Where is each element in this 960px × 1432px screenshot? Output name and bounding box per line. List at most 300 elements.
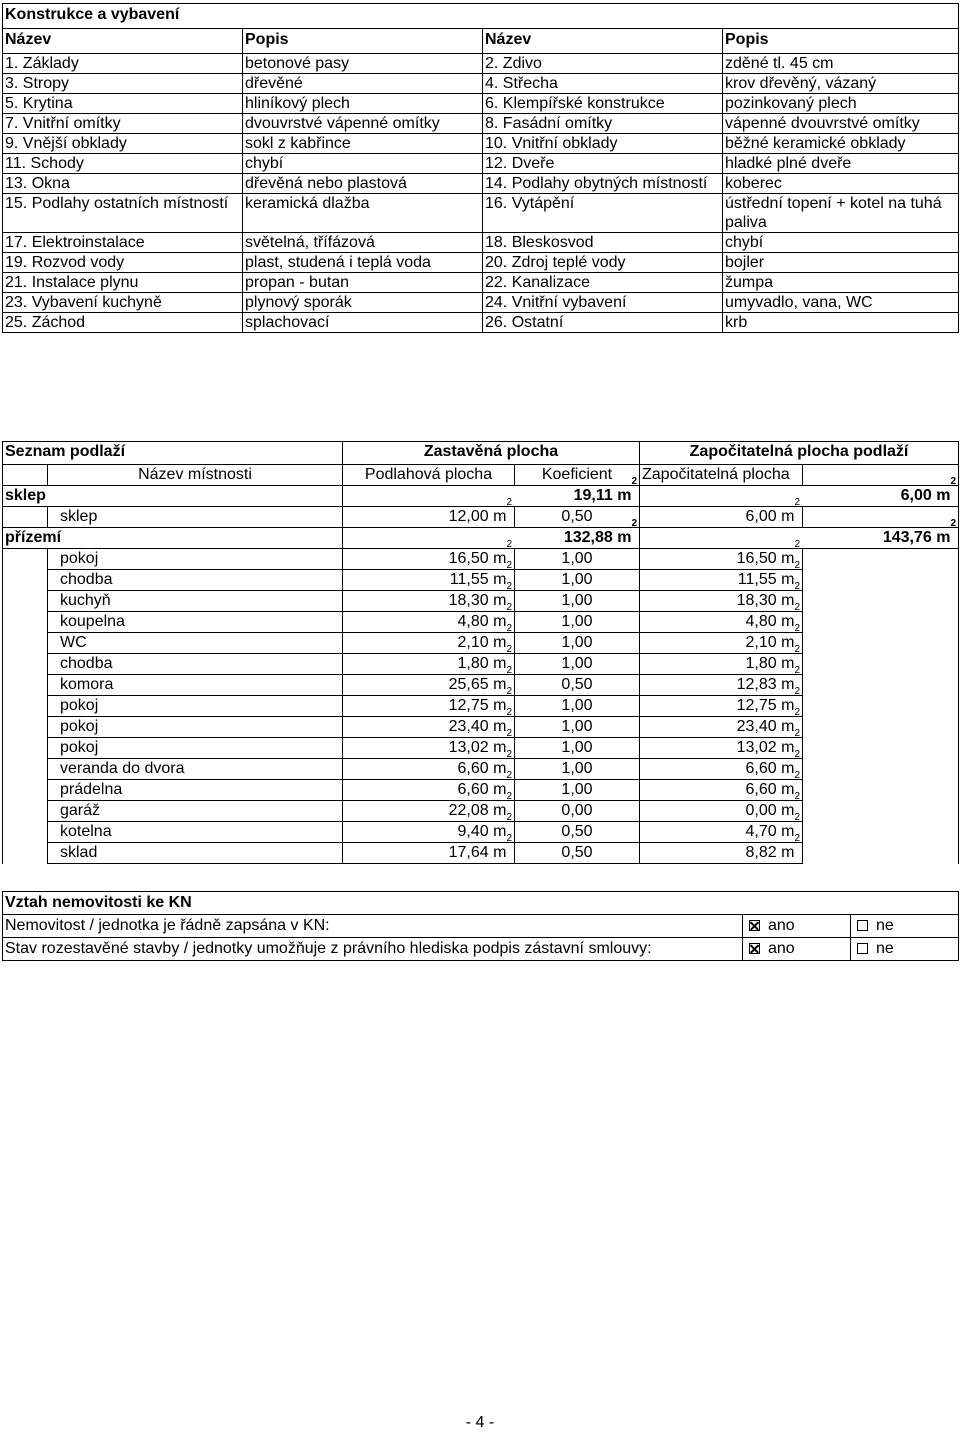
item-name: 9. Vnější obklady: [3, 134, 243, 154]
room-coefficient: 1,00: [515, 612, 640, 633]
area-unit-exponent: 2: [506, 749, 512, 760]
room-coefficient: 1,00: [515, 759, 640, 780]
floor-name: sklep: [3, 486, 343, 507]
room-floor-area: [343, 644, 515, 675]
area-unit-exponent: 2: [794, 602, 800, 613]
room-coefficient: 0,50: [515, 675, 640, 696]
indent-cell: [3, 696, 48, 717]
spacer-cell: [803, 633, 959, 654]
kn-section: [2, 891, 958, 961]
floor-built-area: [343, 476, 640, 507]
item-description: dřevěné: [243, 74, 483, 94]
area-unit: m: [781, 697, 795, 714]
area-unit-exponent: 2: [506, 707, 512, 718]
indent-cell: [3, 675, 48, 696]
area-unit: m: [781, 592, 795, 609]
room-row: [3, 633, 959, 654]
area-unit: m: [493, 676, 507, 693]
room-floor-area: [343, 623, 515, 654]
room-name: garáž: [48, 801, 343, 822]
room-counted-area: [640, 791, 803, 822]
area-unit-exponent: 2: [506, 644, 512, 655]
area-unit-exponent: 2: [794, 707, 800, 718]
room-name: sklep: [48, 507, 343, 528]
room-coefficient: 1,00: [515, 591, 640, 612]
room-name: prádelna: [48, 780, 343, 801]
room-row: [3, 843, 959, 864]
empty-checkbox-icon[interactable]: [857, 943, 868, 954]
item-description: zděné tl. 45 cm: [723, 54, 959, 74]
area-value: 13,02: [736, 739, 777, 756]
room-counted-area: [640, 560, 803, 591]
kn-table: [2, 891, 959, 961]
room-floor-area: [343, 728, 515, 759]
item-name: 26. Ostatní: [483, 313, 723, 333]
area-unit: m: [493, 550, 507, 567]
area-unit: m: [781, 802, 795, 819]
floor-name: přízemí: [3, 528, 343, 549]
construction-title: Konstrukce a vybavení: [3, 4, 959, 29]
floor-built-area: [343, 518, 640, 549]
indent-cell: [3, 717, 48, 738]
area-value: 16,50: [736, 550, 777, 567]
indent-cell: [3, 843, 48, 864]
indent-cell: [3, 633, 48, 654]
floors-header-list: Seznam podlaží: [3, 442, 343, 465]
area-unit: m: [617, 487, 632, 504]
area-unit: m: [781, 760, 795, 777]
item-name: 13. Okna: [3, 174, 243, 194]
area-unit: m: [781, 571, 795, 588]
floor-group-row: [3, 486, 959, 507]
construction-row: [3, 273, 959, 293]
room-row: [3, 654, 959, 675]
room-counted-area: [640, 833, 803, 864]
room-coefficient: 0,50: [515, 507, 640, 528]
room-counted-area: [640, 581, 803, 612]
item-name: 16. Vytápění: [483, 194, 723, 233]
kn-option-ano: [743, 938, 851, 961]
header-popis-1: Popis: [243, 29, 483, 54]
area-unit: m: [493, 823, 507, 840]
construction-row: [3, 134, 959, 154]
area-value: 2,10: [745, 634, 777, 651]
area-unit-exponent: 2: [794, 770, 800, 781]
room-row: [3, 801, 959, 822]
room-coefficient: 1,00: [515, 696, 640, 717]
area-value: 6,60: [457, 760, 489, 777]
item-name: 24. Vnitřní vybavení: [483, 293, 723, 313]
room-row: [3, 780, 959, 801]
area-unit: m: [781, 844, 795, 861]
room-counted-area: [640, 497, 803, 528]
construction-row: [3, 253, 959, 273]
area-unit-exponent: 2: [506, 539, 512, 550]
area-value: 4,70: [745, 823, 777, 840]
area-value: 18,30: [736, 592, 777, 609]
header-nazev-2: Název: [483, 29, 723, 54]
item-description: chybí: [723, 233, 959, 253]
item-name: 19. Rozvod vody: [3, 253, 243, 273]
area-value: 25,65: [448, 676, 489, 693]
construction-row: [3, 174, 959, 194]
area-unit-exponent: 2: [794, 539, 800, 550]
area-unit: m: [493, 613, 507, 630]
indent-cell: [3, 654, 48, 675]
spacer-cell: [803, 507, 959, 528]
area-unit-exponent: 2: [506, 581, 512, 592]
room-floor-area: [343, 812, 515, 843]
item-name: 11. Schody: [3, 154, 243, 174]
spacer-cell: [803, 843, 959, 864]
area-value: 4,80: [457, 613, 489, 630]
room-counted-area: [640, 686, 803, 717]
construction-row: [3, 94, 959, 114]
subheader-floor-area: Podlahová plocha: [343, 465, 515, 486]
area-value: 6,60: [457, 781, 489, 798]
area-unit: m: [493, 760, 507, 777]
construction-row: [3, 313, 959, 333]
spacer-cell: [803, 465, 959, 486]
item-description: hladké plné dveře: [723, 154, 959, 174]
area-unit: m: [493, 508, 507, 525]
area-unit: m: [781, 823, 795, 840]
area-value: 11,55: [449, 571, 489, 588]
construction-row: [3, 114, 959, 134]
item-description: chybí: [243, 154, 483, 174]
item-name: 25. Záchod: [3, 313, 243, 333]
item-name: 3. Stropy: [3, 74, 243, 94]
item-name: 6. Klempířské konstrukce: [483, 94, 723, 114]
room-name: chodba: [48, 570, 343, 591]
construction-table: [2, 3, 959, 333]
kn-label: Stav rozestavěné stavby / jednotky umožňuje z právního hlediska podpis zástavní smlouvy:: [3, 938, 743, 961]
spacer-cell: [803, 591, 959, 612]
item-description: dřevěná nebo plastová: [243, 174, 483, 194]
area-unit-exponent: 2: [794, 728, 800, 739]
area-value: 13,02: [448, 739, 489, 756]
area-unit-exponent: 2: [950, 476, 957, 487]
floors-header-counted: Započitatelná plocha podlaží: [640, 442, 959, 465]
subheader-room-name: Název místnosti: [48, 465, 343, 486]
item-description: krb: [723, 313, 959, 333]
area-unit: m: [781, 739, 795, 756]
spacer-cell: [803, 780, 959, 801]
indent-cell: [3, 465, 48, 486]
room-coefficient: 1,00: [515, 549, 640, 570]
area-value: 12,00: [448, 508, 489, 525]
item-description: pozinkovaný plech: [723, 94, 959, 114]
room-counted-area: [640, 707, 803, 738]
area-value: 9,40: [457, 823, 489, 840]
room-name: pokoj: [48, 738, 343, 759]
header-popis-2: Popis: [723, 29, 959, 54]
item-description: vápenné dvouvrstvé omítky: [723, 114, 959, 134]
room-name: veranda do dvora: [48, 759, 343, 780]
room-floor-area: [343, 665, 515, 696]
construction-row: [3, 154, 959, 174]
item-description: světelná, třífázová: [243, 233, 483, 253]
indent-cell: [3, 507, 48, 528]
room-floor-area: [343, 497, 515, 528]
room-name: koupelna: [48, 612, 343, 633]
area-unit-exponent: 2: [794, 791, 800, 802]
floors-table: [2, 441, 959, 864]
area-value: 132,88: [563, 529, 613, 546]
area-unit-exponent: 2: [506, 833, 512, 844]
room-counted-area: [640, 665, 803, 696]
area-unit: m: [493, 781, 507, 798]
area-value: 4,80: [745, 613, 777, 630]
item-name: 14. Podlahy obytných místností: [483, 174, 723, 194]
area-value: 6,00: [745, 508, 777, 525]
construction-row: [3, 233, 959, 253]
area-value: 1,80: [457, 655, 489, 672]
room-row: [3, 549, 959, 570]
construction-row: [3, 293, 959, 313]
spacer-cell: [803, 675, 959, 696]
item-description: sokl z kabřince: [243, 134, 483, 154]
area-value: 0,00: [745, 802, 777, 819]
room-row: [3, 591, 959, 612]
room-name: sklad: [48, 843, 343, 864]
room-coefficient: 1,00: [515, 570, 640, 591]
kn-row: [3, 915, 959, 938]
room-coefficient: 1,00: [515, 633, 640, 654]
item-description: keramická dlažba: [243, 194, 483, 233]
area-unit: m: [493, 697, 507, 714]
checked-checkbox-icon[interactable]: [749, 920, 760, 931]
room-row: [3, 759, 959, 780]
area-unit-exponent: 2: [794, 581, 800, 592]
item-name: 5. Krytina: [3, 94, 243, 114]
room-name: pokoj: [48, 717, 343, 738]
area-unit: m: [781, 508, 795, 525]
area-unit: m: [493, 718, 507, 735]
area-unit: m: [781, 655, 795, 672]
room-row: [3, 507, 959, 528]
room-floor-area: [343, 770, 515, 801]
item-name: 22. Kanalizace: [483, 273, 723, 293]
item-name: 10. Vnitřní obklady: [483, 134, 723, 154]
item-name: 18. Bleskosvod: [483, 233, 723, 253]
room-counted-area: [640, 602, 803, 633]
item-name: 4. Střecha: [483, 74, 723, 94]
room-counted-area: [640, 728, 803, 759]
room-floor-area: [343, 581, 515, 612]
room-counted-area: [640, 644, 803, 675]
area-value: 16,50: [448, 550, 489, 567]
area-unit-exponent: 2: [506, 770, 512, 781]
room-row: [3, 822, 959, 843]
area-unit-exponent: 2: [631, 476, 637, 487]
indent-cell: [3, 570, 48, 591]
area-value: 12,83: [736, 676, 777, 693]
area-value: 6,60: [745, 760, 777, 777]
item-name: 20. Zdroj teplé vody: [483, 253, 723, 273]
item-description: dvouvrstvé vápenné omítky: [243, 114, 483, 134]
indent-cell: [3, 759, 48, 780]
room-name: pokoj: [48, 696, 343, 717]
room-coefficient: 0,50: [515, 822, 640, 843]
area-unit-exponent: 2: [950, 518, 957, 529]
subheader-counted-area: Započitatelná plocha: [640, 465, 803, 486]
area-unit-exponent: 2: [794, 560, 800, 571]
room-row: [3, 570, 959, 591]
area-unit-exponent: 2: [506, 686, 512, 697]
item-name: 12. Dveře: [483, 154, 723, 174]
room-floor-area: [343, 833, 515, 864]
kn-title: Vztah nemovitosti ke KN: [3, 892, 959, 915]
area-value: 23,40: [736, 718, 777, 735]
item-name: 7. Vnitřní omítky: [3, 114, 243, 134]
item-name: 23. Vybavení kuchyně: [3, 293, 243, 313]
area-value: 23,40: [448, 718, 489, 735]
area-unit-exponent: 2: [506, 602, 512, 613]
room-coefficient: 1,00: [515, 717, 640, 738]
area-unit-exponent: 2: [506, 791, 512, 802]
kn-option-ne: [851, 915, 959, 938]
header-nazev-1: Název: [3, 29, 243, 54]
spacer-cell: [803, 738, 959, 759]
item-description: žumpa: [723, 273, 959, 293]
area-unit: m: [936, 529, 951, 546]
floors-rows: [3, 476, 959, 864]
item-name: 17. Elektroinstalace: [3, 233, 243, 253]
area-unit-exponent: 2: [506, 812, 512, 823]
area-unit: m: [781, 550, 795, 567]
room-row: [3, 612, 959, 633]
construction-row: [3, 194, 959, 233]
item-description: betonové pasy: [243, 54, 483, 74]
spacer-cell: [803, 696, 959, 717]
construction-row: [3, 54, 959, 74]
item-description: plast, studená i teplá voda: [243, 253, 483, 273]
area-value: 12,75: [448, 697, 489, 714]
spacer-cell: [803, 654, 959, 675]
kn-option-label: ano: [768, 917, 795, 934]
kn-option-ne: [851, 938, 959, 961]
kn-row: [3, 938, 959, 961]
area-unit: m: [493, 739, 507, 756]
item-name: 1. Základy: [3, 54, 243, 74]
kn-rows: [3, 915, 959, 961]
kn-option-ano: [743, 915, 851, 938]
room-name: kotelna: [48, 822, 343, 843]
room-row: [3, 738, 959, 759]
empty-checkbox-icon[interactable]: [857, 920, 868, 931]
area-value: 2,10: [457, 634, 489, 651]
area-value: 6,60: [745, 781, 777, 798]
area-unit-exponent: 2: [794, 644, 800, 655]
room-floor-area: [343, 560, 515, 591]
area-unit-exponent: 2: [794, 665, 800, 676]
area-value: 12,75: [736, 697, 777, 714]
room-coefficient: 0,50: [515, 843, 640, 864]
spacer-cell: [803, 759, 959, 780]
room-name: WC: [48, 633, 343, 654]
room-coefficient: 1,00: [515, 780, 640, 801]
area-unit: m: [936, 487, 951, 504]
room-coefficient: 1,00: [515, 654, 640, 675]
room-floor-area: [343, 602, 515, 633]
item-description: propan - butan: [243, 273, 483, 293]
area-unit-exponent: 2: [631, 518, 637, 529]
area-unit-exponent: 2: [506, 665, 512, 676]
area-value: 6,00: [900, 487, 932, 504]
floors-section: [2, 441, 958, 864]
item-name: 21. Instalace plynu: [3, 273, 243, 293]
room-row: [3, 675, 959, 696]
spacer-cell: [803, 801, 959, 822]
area-value: 8,82: [745, 844, 777, 861]
area-unit: m: [493, 655, 507, 672]
indent-cell: [3, 612, 48, 633]
indent-cell: [3, 591, 48, 612]
room-counted-area: [640, 812, 803, 843]
checked-checkbox-icon[interactable]: [749, 943, 760, 954]
indent-cell: [3, 738, 48, 759]
area-unit-exponent: 2: [506, 560, 512, 571]
page-number: - 4 -: [465, 1414, 495, 1431]
floor-group-row: [3, 528, 959, 549]
room-floor-area: [343, 707, 515, 738]
kn-option-label: ano: [768, 940, 795, 957]
room-counted-area: [640, 623, 803, 654]
area-unit-exponent: 2: [794, 749, 800, 760]
area-unit: m: [781, 676, 795, 693]
item-description: krov dřevěný, vázaný: [723, 74, 959, 94]
area-unit: m: [493, 844, 507, 861]
room-name: kuchyň: [48, 591, 343, 612]
item-description: umyvadlo, vana, WC: [723, 293, 959, 313]
indent-cell: [3, 549, 48, 570]
area-unit-exponent: 2: [506, 497, 512, 508]
area-value: 22,08: [448, 802, 489, 819]
spacer-cell: [803, 822, 959, 843]
item-description: hliníkový plech: [243, 94, 483, 114]
item-description: bojler: [723, 253, 959, 273]
room-name: pokoj: [48, 549, 343, 570]
room-coefficient: 0,00: [515, 801, 640, 822]
kn-option-label: ne: [876, 940, 894, 957]
item-name: 15. Podlahy ostatních místností: [3, 194, 243, 233]
room-floor-area: [343, 791, 515, 822]
item-name: 8. Fasádní omítky: [483, 114, 723, 134]
room-name: chodba: [48, 654, 343, 675]
area-unit-exponent: 2: [794, 623, 800, 634]
area-unit-exponent: 2: [794, 497, 800, 508]
area-value: 17,64: [448, 844, 489, 861]
area-unit: m: [781, 613, 795, 630]
item-description: koberec: [723, 174, 959, 194]
area-unit-exponent: 2: [794, 833, 800, 844]
area-unit: m: [493, 634, 507, 651]
area-unit-exponent: 2: [506, 728, 512, 739]
room-coefficient: 1,00: [515, 738, 640, 759]
indent-cell: [3, 822, 48, 843]
area-value: 1,80: [745, 655, 777, 672]
indent-cell: [3, 801, 48, 822]
area-unit: m: [781, 718, 795, 735]
area-unit: m: [493, 571, 507, 588]
indent-cell: [3, 780, 48, 801]
area-value: 11,55: [737, 571, 777, 588]
spacer-cell: [803, 570, 959, 591]
item-description: běžné keramické obklady: [723, 134, 959, 154]
floors-header-built: Zastavěná plocha: [343, 442, 640, 465]
room-name: komora: [48, 675, 343, 696]
